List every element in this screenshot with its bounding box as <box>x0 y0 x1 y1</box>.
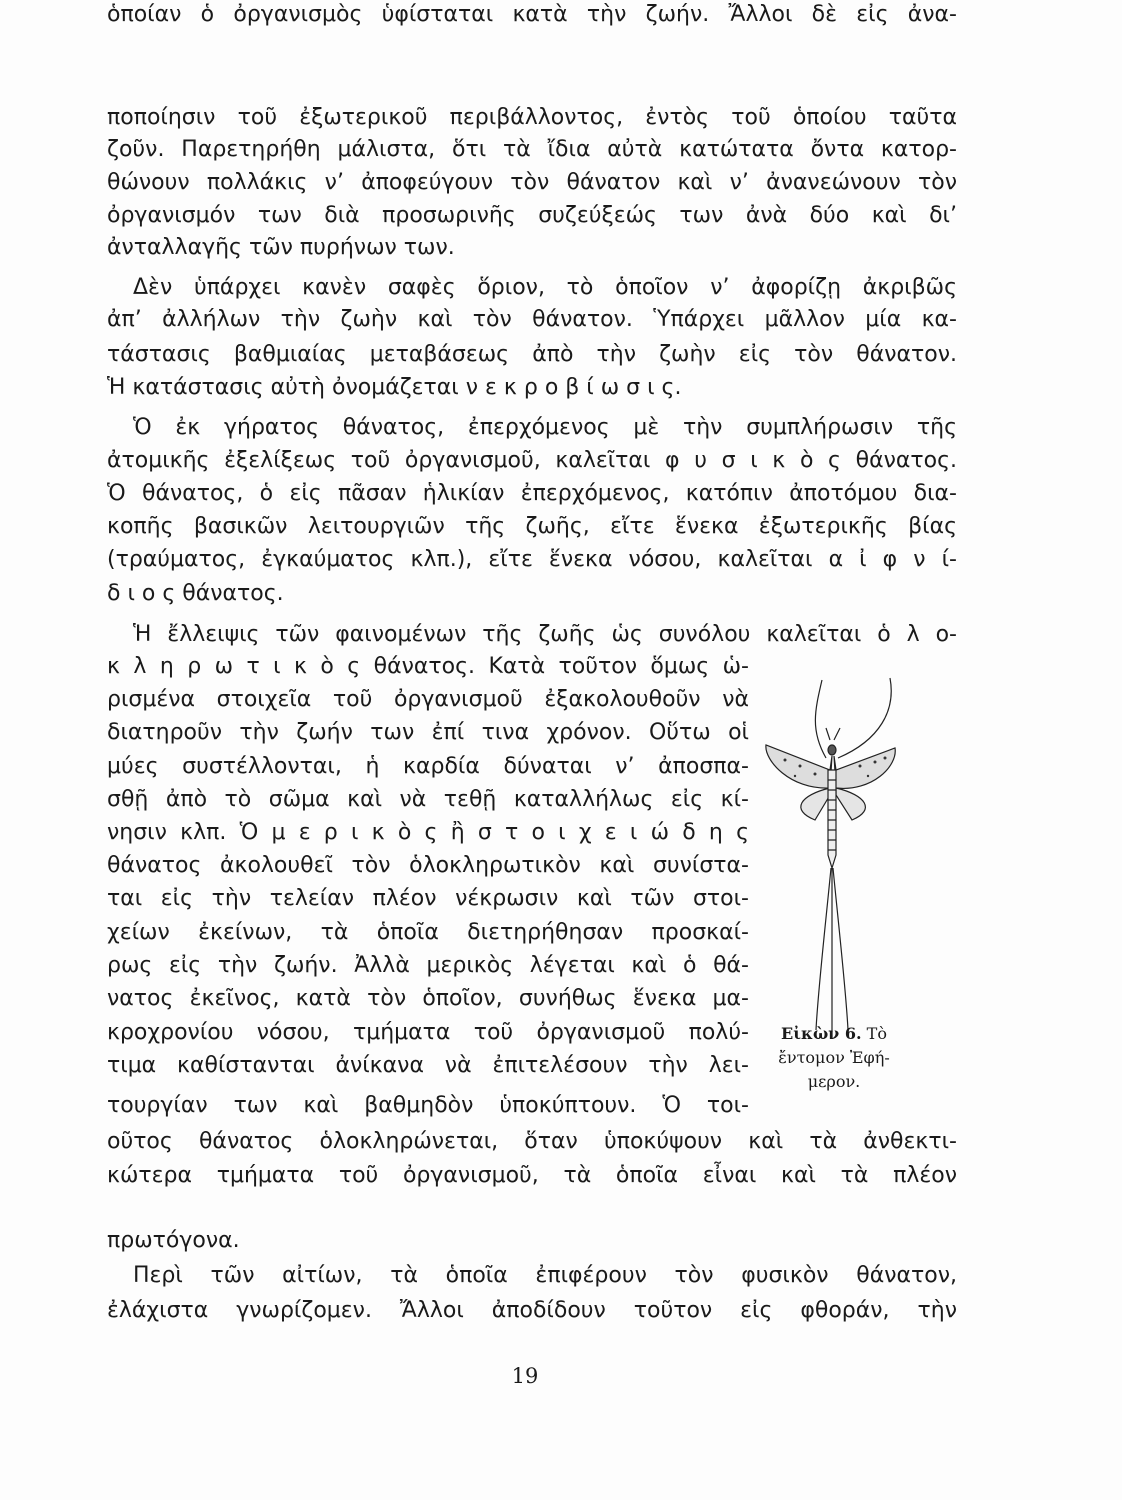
text-line: κ λ η ρ ω τ ι κ ὸ ς θάνατος. Κατὰ τοῦτον ὅμως ὡ- <box>107 654 749 679</box>
text-line: ὁποίαν ὁ ὀργανισμὸς ὑφίσταται κατὰ τὴν ζωήν. Ἄλλοι δὲ εἰς ἀνα- <box>107 2 957 27</box>
text-line: Ὁ θάνατος, ὁ εἰς πᾶσαν ἡλικίαν ἐπερχόμενος, κατόπιν ἀποτόμου δια- <box>107 481 957 506</box>
text-line: τάστασις βαθμιαίας μεταβάσεως ἀπὸ τὴν ζωὴν εἰς τὸν θάνατον. <box>107 342 957 367</box>
mayfly-illustration <box>760 670 900 1040</box>
text-line: Ὁ ἐκ γήρατος θάνατος, ἐπερχόμενος μὲ τὴν συμπλήρωσιν τῆς <box>133 415 957 440</box>
text-line: κοπῆς βασικῶν λειτουργιῶν τῆς ζωῆς, εἴτε ἕνεκα ἐξωτερικῆς βίας <box>107 514 957 539</box>
caption-text-2: ἔντομον Ἐφή- <box>778 1048 890 1067</box>
text-line: Ἡ ἔλλειψις τῶν φαινομένων τῆς ζωῆς ὡς συνόλου καλεῖται ὁ λ ο- <box>133 622 957 647</box>
text-line: πρωτόγονα. <box>107 1228 240 1253</box>
figure-label: Εἰκὼν 6. <box>781 1024 862 1043</box>
text-line: οῦτος θάνατος ὁλοκληρώνεται, ὅταν ὑποκύψουν καὶ τὰ ἀνθεκτι- <box>107 1129 957 1154</box>
text-line: ἀνταλλαγῆς τῶν πυρήνων των. <box>107 235 455 260</box>
text-line: ρως εἰς τὴν ζωήν. Ἀλλὰ μερικὸς λέγεται καὶ ὁ θά- <box>107 953 749 978</box>
text-line: ὀργανισμόν των διὰ προσωρινῆς συζεύξεώς των ἀνὰ δύο καὶ δι’ <box>107 203 957 228</box>
text-line: διατηροῦν τὴν ζωήν των ἐπί τινα χρόνον. Οὕτω οἱ <box>107 720 749 745</box>
text-line: μύες συστέλλονται, ἡ καρδία δύναται ν’ ἀποσπα- <box>107 754 749 779</box>
caption-text-3: μερον. <box>807 1072 861 1091</box>
text-line: σθῇ ἀπὸ τὸ σῶμα καὶ νὰ τεθῇ καταλλήλως εἰς κί- <box>107 787 749 812</box>
text-line: ἐλάχιστα γνωρίζομεν. Ἄλλοι ἀποδίδουν τοῦτον εἰς φθοράν, τὴν <box>107 1298 957 1323</box>
text-line: ται εἰς τὴν τελείαν πλέον νέκρωσιν καὶ τῶν στοι- <box>107 886 749 911</box>
text-line: νατος ἐκεῖνος, κατὰ τὸν ὁποῖον, συνήθως ἕνεκα μα- <box>107 986 749 1011</box>
text-line: ρισμένα στοιχεῖα τοῦ ὀργανισμοῦ ἐξακολουθοῦν νὰ <box>107 687 749 712</box>
text-line: κροχρονίου νόσου, τμήματα τοῦ ὀργανισμοῦ πολύ- <box>107 1020 749 1045</box>
text-line: τουργίαν των καὶ βαθμηδὸν ὑποκύπτουν. Ὁ τοι- <box>107 1093 749 1118</box>
text-line: δ ι ο ς θάνατος. <box>107 581 284 606</box>
text-line: θώνουν πολλάκις ν’ ἀποφεύγουν τὸν θάνατον καὶ ν’ ἀνανεώνουν τὸν <box>107 170 957 195</box>
text-line: θάνατος ἀκολουθεῖ τὸν ὁλοκληρωτικὸν καὶ συνίστα- <box>107 853 749 878</box>
text-line: κώτερα τμήματα τοῦ ὀργανισμοῦ, τὰ ὁποῖα εἶναι καὶ τὰ πλέον <box>107 1163 957 1188</box>
text-line: τιμα καθίστανται ἀνίκανα νὰ ἐπιτελέσουν τὴν λει- <box>107 1053 749 1078</box>
text-line: ἀπ’ ἀλλήλων τὴν ζωὴν καὶ τὸν θάνατον. Ὑπάρχει μᾶλλον μία κα- <box>107 307 957 332</box>
text-line: (τραύματος, ἐγκαύματος κλπ.), εἴτε ἕνεκα νόσου, καλεῖται α ἰ φ ν ί- <box>107 547 957 572</box>
caption-text-1: Τὸ <box>866 1024 887 1043</box>
page-number: 19 <box>511 1364 539 1388</box>
text-line: Ἡ κατάστασις αὐτὴ ὀνομάζεται ν ε κ ρ ο β ί ω σ ι ς. <box>107 375 682 400</box>
text-line: Περὶ τῶν αἰτίων, τὰ ὁποῖα ἐπιφέρουν τὸν φυσικὸν θάνατον, <box>133 1263 957 1288</box>
text-line: χείων ἐκείνων, τὰ ὁποῖα διετηρήθησαν προσκαί- <box>107 920 749 945</box>
text-line: ἀτομικῆς ἐξελίξεως τοῦ ὀργανισμοῦ, καλεῖται φ υ σ ι κ ὸ ς θάνατος. <box>107 448 957 473</box>
text-line: νησιν κλπ. Ὁ μ ε ρ ι κ ὸ ς ἢ σ τ ο ι χ ε ι ώ δ η ς <box>107 820 749 845</box>
figure-caption <box>770 1022 898 1094</box>
text-line: Δὲν ὑπάρχει κανὲν σαφὲς ὅριον, τὸ ὁποῖον ν’ ἀφορίζῃ ἀκριβῶς <box>133 275 957 300</box>
text-line: ζοῦν. Παρετηρήθη μάλιστα, ὅτι τὰ ἴδια αὐτὰ κατώτατα ὄντα κατορ- <box>107 137 957 162</box>
text-line: ποποίησιν τοῦ ἐξωτερικοῦ περιβάλλοντος, ἐντὸς τοῦ ὁποίου ταῦτα <box>107 105 957 130</box>
